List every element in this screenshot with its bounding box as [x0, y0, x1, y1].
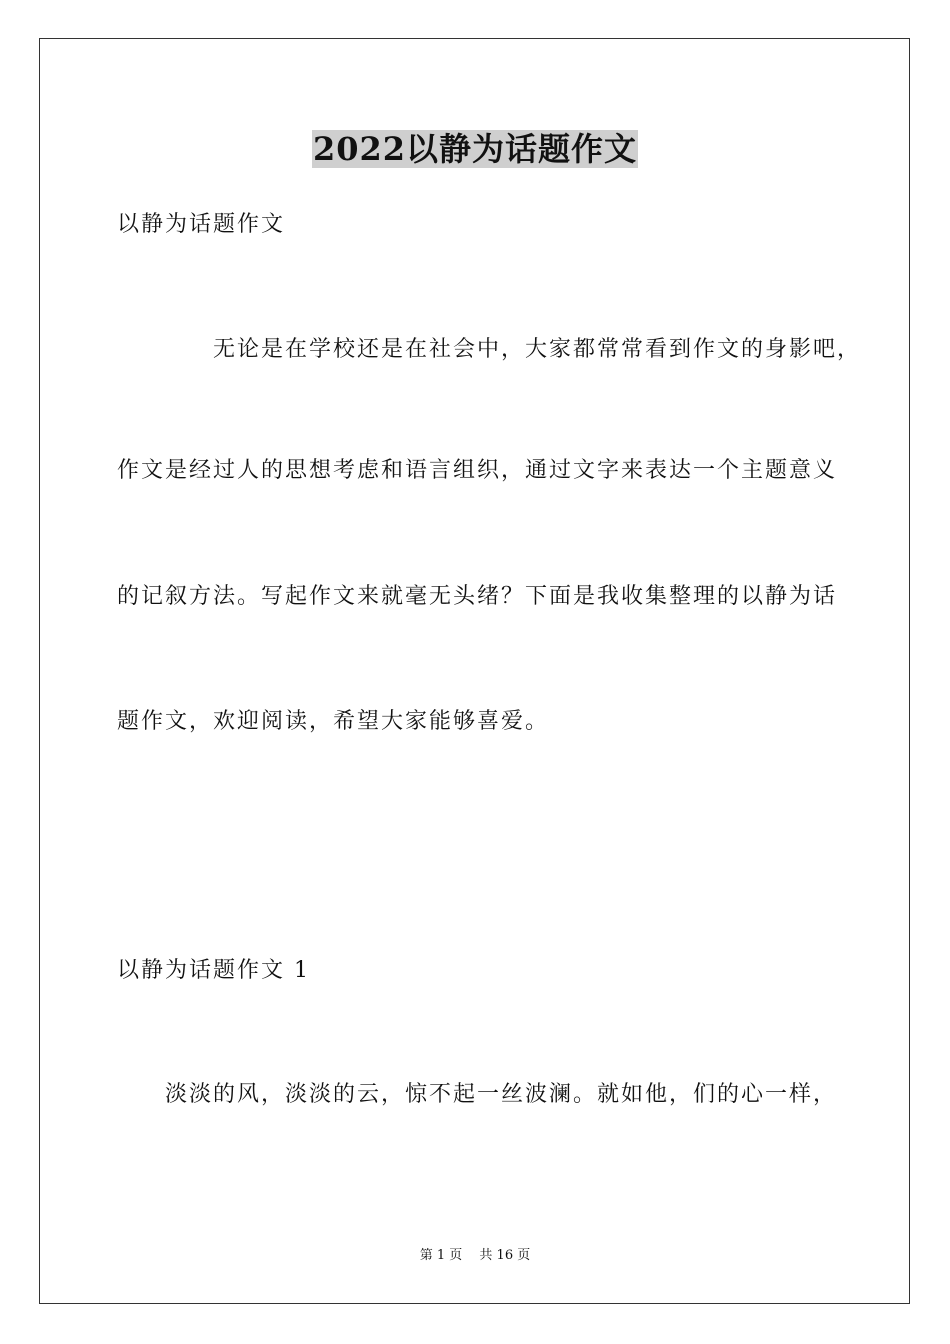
page-footer: 第 1 页 共 16 页 [419, 1248, 531, 1263]
intro-line-4: 题作文，欢迎阅读，希望大家能够喜爱。 [117, 709, 550, 734]
intro-line-1: 无论是在学校还是在社会中，大家都常常看到作文的身影吧， [117, 337, 862, 362]
subtitle: 以静为话题作文 [117, 212, 286, 237]
section-line-1: 淡淡的风，淡淡的云，惊不起一丝波澜。就如他，们的心一样， [117, 1082, 838, 1107]
intro-line-2: 作文是经过人的思想考虑和语言组织，通过文字来表达一个主题意义 [117, 458, 838, 483]
document-title [0, 127, 950, 171]
intro-line-3: 的记叙方法。写起作文来就毫无头绪？下面是我收集整理的以静为话 [117, 584, 838, 609]
document-title-text: 2022以静为话题作文 [312, 130, 638, 168]
section-heading: 以静为话题作文 1 [117, 958, 310, 983]
